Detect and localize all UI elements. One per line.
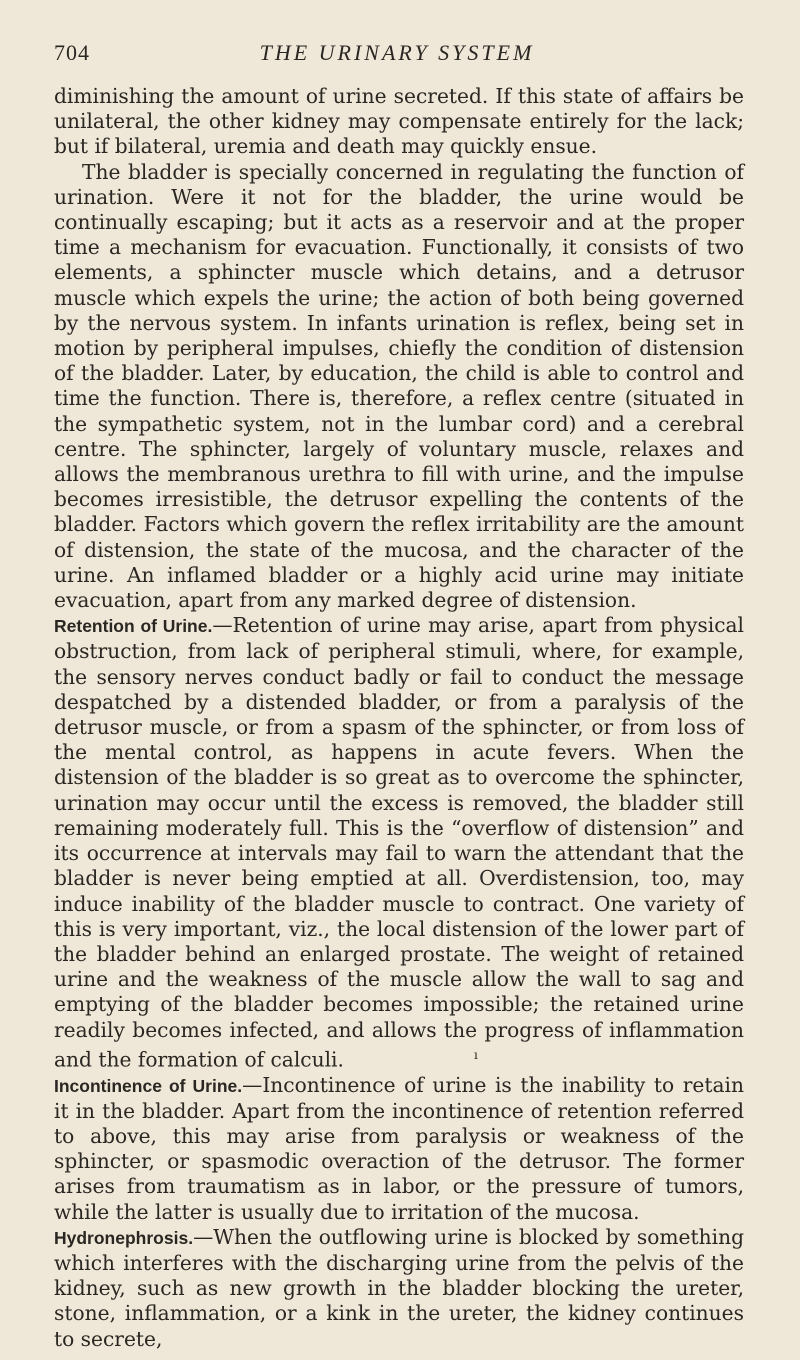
body-text (54, 84, 744, 1352)
page-number: 704 (54, 40, 90, 65)
stray-mark: ı (473, 1047, 478, 1062)
running-head: THE URINARY SYSTEM (259, 40, 535, 65)
section-retention-of-urine (54, 613, 744, 1072)
section-heading: Incontinence of Urine. (54, 1075, 243, 1096)
section-heading: Retention of Urine. (54, 616, 213, 637)
paragraph-text: diminishing the amount of urine secreted. If this state of affairs be unilateral, the other kidney may compensate entirely for the lack; but if bilateral, uremia and death may quickly ensue. (54, 84, 744, 159)
paragraph-text: The bladder is specially concerned in regulating the function of urination. Were it not for the bladder, the urine would be continually escaping; but it acts as a reservoir and at the proper time a mechanism for evacuation. Functionally, it consists of two elements, a sphincter muscle which detains, and a detrusor muscle which expels the urine; the action of both being governed by the nervous system. In infants urination is reflex, being set in motion by peripheral impulses, chiefly the condition of distension of the bladder. Later, by education, the child is able to control and time the function. There is, therefore, a reflex centre (situated in the sympathetic system, not in the lumbar cord) and a cerebral centre. The sphincter, largely of voluntary muscle, relaxes and allows the membranous urethra to fill with urine, and the impulse becomes irresistible, the detrusor expelling the contents of the bladder. Factors which govern the reflex irritability are the amount of distension, the state of the mucosa, and the character of the urine. An inflamed bladder or a highly acid urine may initiate evacuation, apart from any marked degree of distension. (54, 159, 744, 613)
section-heading: Hydronephrosis. (54, 1227, 194, 1248)
paragraph-bladder-function (54, 160, 744, 614)
page-header (54, 40, 740, 70)
section-incontinence-of-urine (54, 1073, 744, 1225)
section-hydronephrosis (54, 1225, 744, 1352)
paragraph-text: —Incontinence of urine is the inability to retain it in the bladder. Apart from the incontinence of retention referred to above, this may arise from paralysis or weakness of the sphincter, or spasmodic overaction of the detrusor. The former arises from traumatism as in labor, or the pressure of tumors, while the latter is usually due to irritation of the mucosa. (54, 1072, 744, 1224)
paragraph-text: —Retention of urine may arise, apart from physical obstruction, from lack of peripheral stimuli, where, for example, the sensory nerves conduct badly or fail to conduct the message despatched by a distended bladder, or from a paralysis of the detrusor muscle, or from a spasm of the sphincter, or from loss of the mental control, as happens in acute fevers. When the distension of the bladder is so great as to overcome the sphincter, urination may occur until the excess is removed, the bladder still remaining moderately full. This is the “overflow of distension” and its occurrence at intervals may fail to warn the attendant that the bladder is never being emptied at all. Overdistension, too, may induce inability of the bladder muscle to contract. One variety of this is very important, viz., the local distension of the lower part of the bladder behind an enlarged prostate. The weight of retained urine and the weakness of the muscle allow the wall to sag and emptying of the bladder becomes impossible; the retained urine readily becomes infected, and allows the progress of inflammation and the formation of calculi. (54, 613, 744, 1072)
paragraph-text: —When the outflowing urine is blocked by something which interferes with the discharging urine from the pelvis of the kidney, such as new growth in the bladder blocking the ureter, stone, inflammation, or a kink in the ureter, the kidney continues to secrete, (54, 1224, 744, 1351)
paragraph-continuation (54, 84, 744, 160)
